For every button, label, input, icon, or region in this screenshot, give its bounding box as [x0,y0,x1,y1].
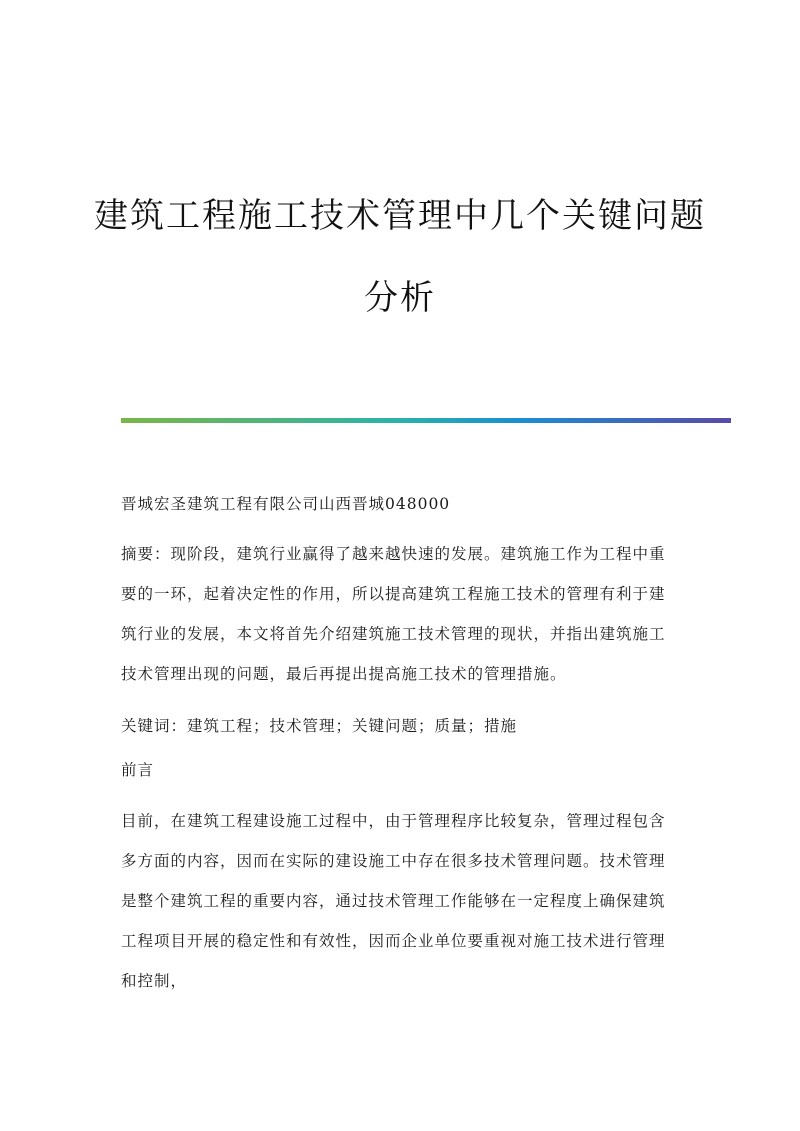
keywords-line: 关键词：建筑工程；技术管理；关键问题；质量；措施 [121,717,518,735]
gradient-divider [121,418,731,423]
page-title-line2: 分析 [364,278,436,318]
body-paragraph: 目前，在建筑工程建设施工过程中，由于管理程序比较复杂，管理过程包含多方面的内容，因而在实际的建设施工中存在很多技术管理问题。技术管理是整个建筑工程的重要内容，通过技术管理工作能够在一定程度上确保建筑工程项目开展的稳定性和有效性，因而企业单位要重视对施工技术进行管理和控制， [121,812,666,990]
affiliation: 晋城宏圣建筑工程有限公司山西晋城048000 [121,495,451,513]
preface-heading: 前言 [121,761,155,779]
abstract-paragraph: 摘要：现阶段，建筑行业赢得了越来越快速的发展。建筑施工作为工程中重要的一环，起着决定性的作用，所以提高建筑工程施工技术的管理有利于建筑行业的发展，本文将首先介绍建筑施工技术管理的现状，并指出建筑施工技术管理出现的问题，最后再提出提高施工技术的管理措施。 [121,545,666,683]
page-title-line1: 建筑工程施工技术管理中几个关键问题 [94,196,706,236]
